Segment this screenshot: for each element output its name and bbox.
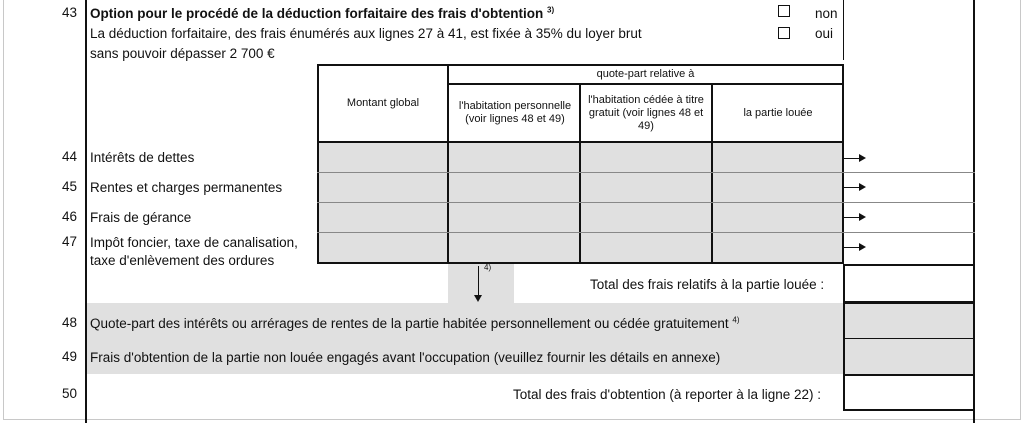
right-rule bbox=[973, 0, 975, 423]
arrow-down-head bbox=[474, 295, 482, 302]
line-48-49-left-rule bbox=[843, 303, 845, 374]
arrow-right-icon bbox=[844, 217, 864, 218]
line-50-label: Total des frais d'obtention (à reporter à la ligne 22) : bbox=[513, 387, 822, 402]
line-43-text-2: sans pouvoir dépasser 2 700 € bbox=[90, 46, 275, 61]
row-line-46 bbox=[317, 232, 975, 233]
col-header-global: Montant global bbox=[346, 97, 420, 109]
line-number-50: 50 bbox=[62, 386, 78, 401]
amount-column-rule bbox=[843, 0, 844, 60]
col-separator-1-body bbox=[447, 143, 449, 264]
line-number-43: 43 bbox=[62, 5, 78, 20]
line-43-text-1: La déduction forfaitaire, des frais énumérés aux lignes 27 à 41, est fixée à 35% du loyer brut bbox=[90, 26, 642, 41]
line-48-49-separator bbox=[843, 338, 974, 339]
row-44-label: Intérêts de dettes bbox=[90, 150, 195, 165]
note-4-marker: 4) bbox=[484, 263, 492, 272]
line-49-label: Frais d'obtention de la partie non louée engagés avant l'occupation (veuillez fournir les détails en annexe) bbox=[90, 350, 721, 365]
col-header-rented: la partie louée bbox=[743, 106, 813, 119]
line-43-title: Option pour le procédé de la déduction forfaitaire des frais d'obtention $^{3)}$ bbox=[90, 5, 555, 21]
arrow-right-icon bbox=[844, 187, 864, 188]
band-top-line bbox=[843, 302, 975, 304]
option-non-label: non bbox=[815, 6, 838, 21]
line-number-49: 49 bbox=[62, 349, 78, 364]
col-separator-3-body bbox=[711, 143, 713, 264]
arrow-down-icon bbox=[478, 266, 479, 296]
line-number-48: 48 bbox=[62, 315, 78, 330]
line-48-label: Quote-part des intérêts ou arrérages de rentes de la partie habitée personnellement ou cédée gratuitement $^{4)}$ bbox=[90, 315, 740, 331]
col-header-personal: l'habitation personnelle (voir lignes 48 et 49) bbox=[458, 100, 572, 125]
total-costs-field[interactable] bbox=[843, 374, 975, 411]
line-number-47: 47 bbox=[62, 234, 78, 249]
total-rented-field[interactable] bbox=[843, 264, 975, 303]
option-oui-label: oui bbox=[815, 26, 834, 41]
total-rented-label: Total des frais relatifs à la partie louée : bbox=[590, 277, 825, 292]
row-45-label: Rentes et charges permanentes bbox=[90, 180, 283, 195]
group-header: quote-part relative à bbox=[596, 68, 695, 80]
row-47-label-1: Impôt foncier, taxe de canalisation, bbox=[90, 235, 298, 250]
row-line-45 bbox=[317, 202, 975, 203]
arrow-right-icon bbox=[844, 158, 864, 159]
line-number-46: 46 bbox=[62, 209, 78, 224]
col-separator-2-body bbox=[579, 143, 581, 264]
checkbox-non[interactable] bbox=[778, 5, 790, 17]
checkbox-oui[interactable] bbox=[778, 27, 790, 39]
row-line-44 bbox=[317, 172, 975, 173]
row-47-label-2: taxe d'enlèvement des ordures bbox=[90, 253, 275, 268]
col-header-free: l'habitation cédée à titre gratuit (voir lignes 48 et 49) bbox=[588, 93, 704, 132]
row-46-label: Frais de gérance bbox=[90, 210, 192, 225]
arrow-right-icon bbox=[844, 247, 864, 248]
line-number-45: 45 bbox=[62, 179, 78, 194]
line-number-44: 44 bbox=[62, 149, 78, 164]
